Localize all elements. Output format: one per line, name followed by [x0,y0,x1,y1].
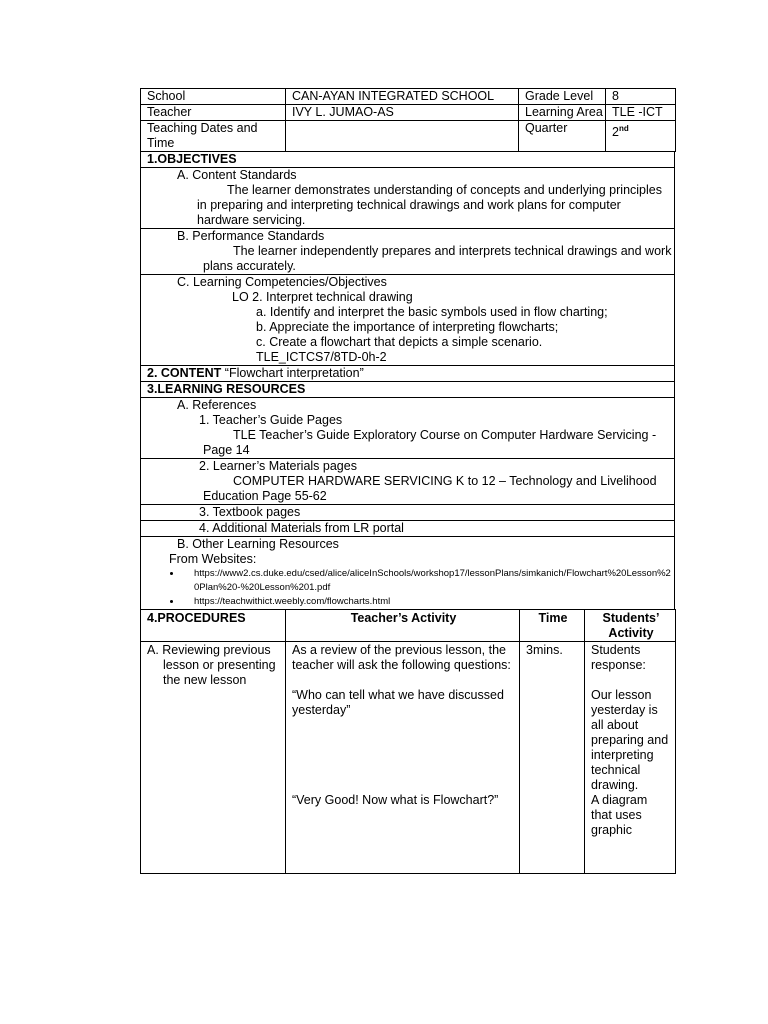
objective-b: b. Appreciate the importance of interpreting flowcharts; [256,320,559,334]
student-activity-3: A diagram that uses graphic [591,793,648,837]
school-label: School [141,89,286,105]
teacher-activity-2: “Who can tell what we have discussed yesterday” [292,688,504,717]
teacher-label: Teacher [141,105,286,121]
performance-standards [141,229,675,275]
student-activity-1: Students response: [591,643,646,672]
procedure-step-a-text: A. Reviewing previous lesson or presenting the new lesson [147,643,276,687]
teacher-activity-1: As a review of the previous lesson, the teacher will ask the following questions: [292,643,511,672]
teachers-guide-text: TLE Teacher’s Guide Exploratory Course on Computer Hardware Servicing - Page 14 [203,428,657,457]
from-websites: From Websites: [169,552,257,566]
references-block [141,398,675,459]
additional-title: 4. Additional Materials from LR portal [199,521,404,535]
lesson-plan-document [140,88,675,874]
textbook-row [141,505,675,521]
header-table [140,88,676,152]
competency-code: TLE_ICTCS7/8TD-0h-2 [256,350,387,364]
objectives-heading: 1.OBJECTIVES [141,152,675,168]
content-row [141,366,675,382]
teacher-value: IVY L. JUMAO-AS [286,105,519,121]
website-list [147,567,674,609]
content-label: 2. CONTENT [147,366,222,380]
student-activity-2: Our lesson yesterday is all about preparing and interpreting technical drawing. [591,688,669,792]
teacher-activity [286,642,520,874]
content-value: “Flowchart interpretation” [221,366,364,380]
students-activity [585,642,676,874]
procedure-step-a [141,642,286,874]
learners-materials-title: 2. Learner’s Materials pages [199,459,357,473]
time-cell: 3mins. [520,642,585,874]
teacher-activity-heading: Teacher’s Activity [286,610,520,642]
performance-standards-text: The learner independently prepares and interprets technical drawings and work plans accurately. [203,244,672,273]
content-standards [141,168,675,229]
objective-c: c. Create a flowchart that depicts a simple scenario. [256,335,543,349]
textbook-title: 3. Textbook pages [199,505,301,519]
area-value: TLE -ICT [606,105,676,121]
time-heading: Time [520,610,585,642]
references-title: A. References [177,398,257,412]
grade-label: Grade Level [519,89,606,105]
competencies-title: C. Learning Competencies/Objectives [177,275,387,289]
learners-materials-text: COMPUTER HARDWARE SERVICING K to 12 – Technology and Livelihood Education Page 55-62 [203,474,657,503]
objective-a: a. Identify and interpret the basic symbols used in flow charting; [256,305,608,319]
additional-row [141,521,675,537]
area-label: Learning Area [519,105,606,121]
lo-line: LO 2. Interpret technical drawing [232,290,413,304]
teacher-activity-3: “Very Good! Now what is Flowchart?” [292,793,499,807]
website-link-1[interactable]: • https://www2.cs.duke.edu/csed/alice/aliceInSchools/workshop17/lessonPlans/simkanich/Flowchart%20Lesson%20Plan%20-%20Lesson%201.pdf [182,567,674,595]
objectives-table [140,151,675,610]
resources-heading: 3.LEARNING RESOURCES [141,382,675,398]
learning-competencies [141,275,675,366]
students-activity-heading: Students’ Activity [585,610,676,642]
website-link-2[interactable]: • https://teachwithict.weebly.com/flowcharts.html [182,595,674,609]
performance-standards-title: B. Performance Standards [177,229,325,243]
procedures-table [140,609,676,874]
content-standards-title: A. Content Standards [177,168,297,182]
other-resources-title: B. Other Learning Resources [177,537,339,551]
quarter-label: Quarter [519,121,606,152]
dates-label: Teaching Dates and Time [141,121,286,152]
teachers-guide-title: 1. Teacher’s Guide Pages [199,413,343,427]
school-value: CAN-AYAN INTEGRATED SCHOOL [286,89,519,105]
content-standards-text: The learner demonstrates understanding of concepts and underlying principles in preparing and interpreting technical drawings and work plans for computer hardware servicing. [197,183,662,227]
grade-value: 8 [606,89,676,105]
other-resources [141,537,675,610]
learners-materials [141,459,675,505]
procedures-heading: 4.PROCEDURES [141,610,286,642]
quarter-value: 2nd [606,121,676,152]
dates-value [286,121,519,152]
